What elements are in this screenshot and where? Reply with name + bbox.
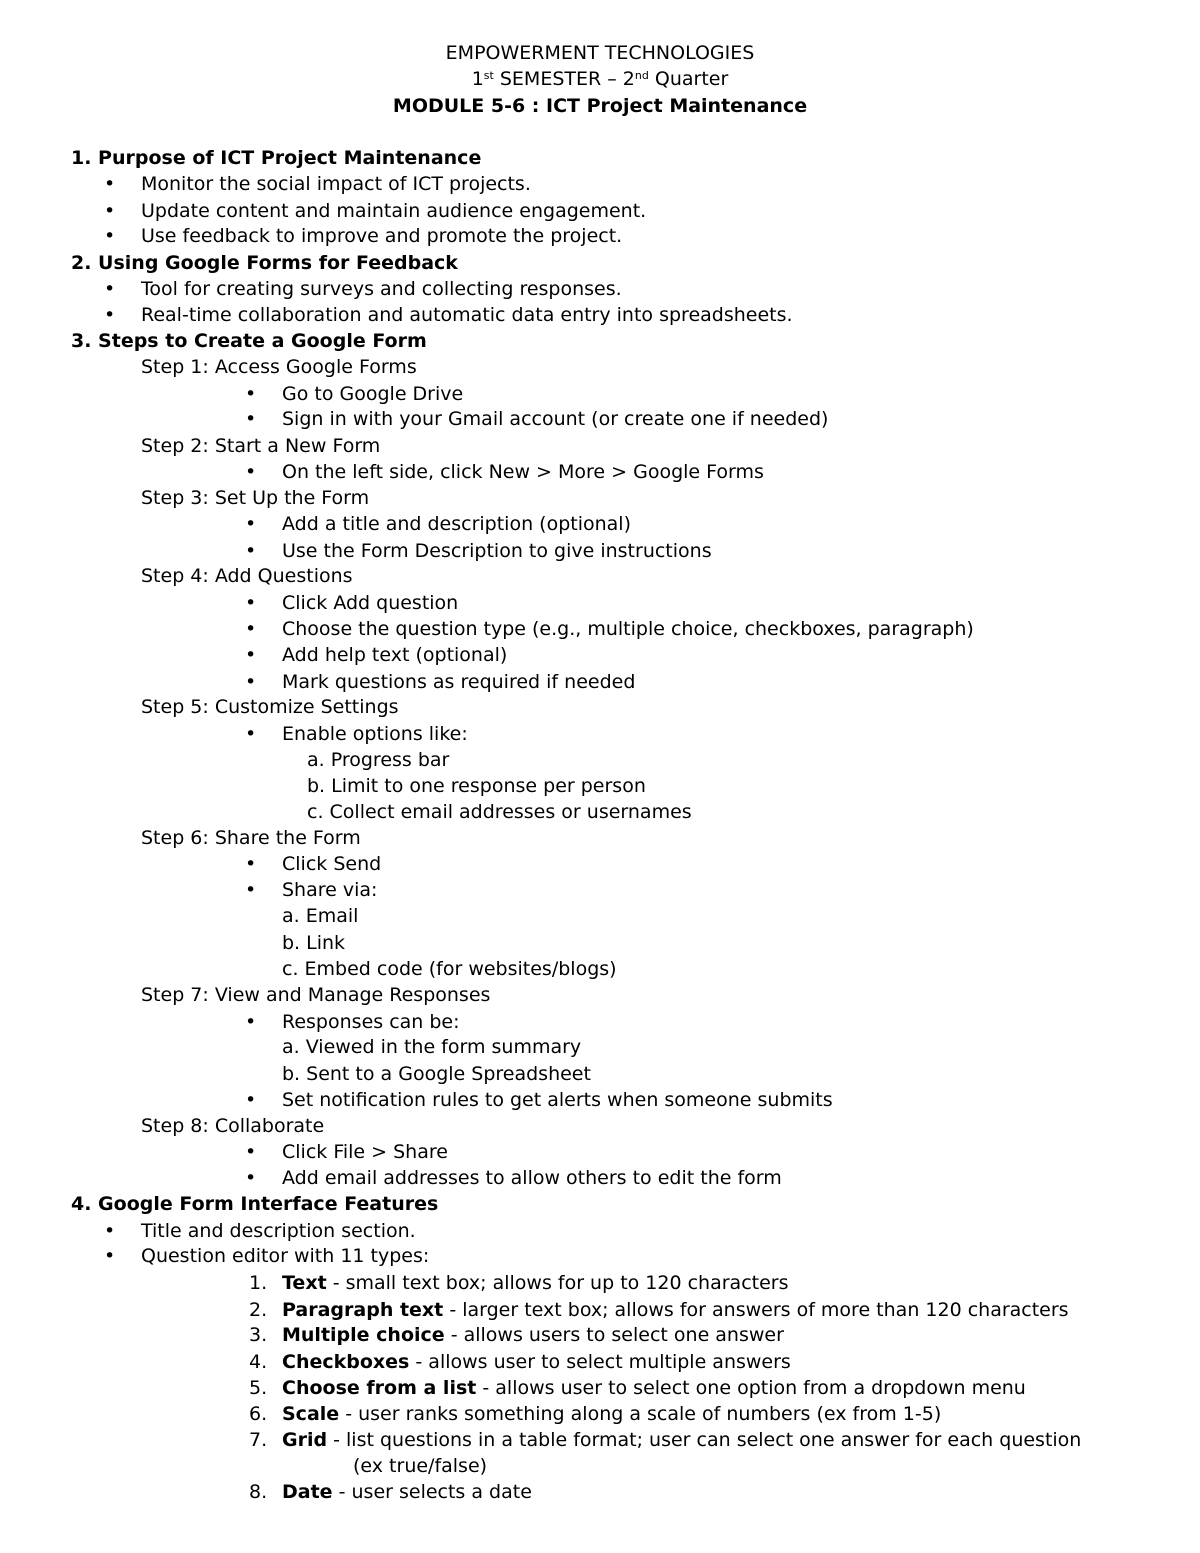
bullet-icon: • bbox=[245, 383, 257, 405]
bullet-icon: • bbox=[245, 644, 257, 666]
type-number: 2. bbox=[249, 1299, 268, 1321]
list-item: Tool for creating surveys and collecting responses. bbox=[141, 278, 622, 300]
list-item: Monitor the social impact of ICT projects. bbox=[141, 173, 531, 195]
step-title: Step 1: Access Google Forms bbox=[141, 356, 417, 378]
question-type-item: Text - small text box; allows for up to 120 characters bbox=[282, 1272, 789, 1294]
sub-item: c. Collect email addresses or usernames bbox=[307, 801, 692, 823]
step-title: Step 2: Start a New Form bbox=[141, 435, 381, 457]
question-type-item: Date - user selects a date bbox=[282, 1481, 532, 1503]
list-item: Responses can be: bbox=[282, 1011, 460, 1033]
list-item: Real-time collaboration and automatic data entry into spreadsheets. bbox=[141, 304, 793, 326]
bullet-icon: • bbox=[245, 1141, 257, 1163]
section-heading: 3. Steps to Create a Google Form bbox=[71, 330, 427, 352]
bullet-icon: • bbox=[245, 1167, 257, 1189]
bullet-icon: • bbox=[104, 225, 116, 247]
list-item: Click File > Share bbox=[282, 1141, 448, 1163]
list-item: Mark questions as required if needed bbox=[282, 671, 636, 693]
type-number: 7. bbox=[249, 1429, 268, 1451]
list-item: Share via: bbox=[282, 879, 378, 901]
sub-item: a. Progress bar bbox=[307, 749, 450, 771]
bullet-icon: • bbox=[245, 1011, 257, 1033]
type-number: 5. bbox=[249, 1377, 268, 1399]
list-item: Update content and maintain audience engagement. bbox=[141, 200, 647, 222]
type-number: 1. bbox=[249, 1272, 268, 1294]
document-title: EMPOWERMENT TECHNOLOGIES bbox=[445, 42, 755, 64]
bullet-icon: • bbox=[104, 278, 116, 300]
step-title: Step 6: Share the Form bbox=[141, 827, 361, 849]
step-title: Step 4: Add Questions bbox=[141, 565, 353, 587]
question-type-item: Multiple choice - allows users to select one answer bbox=[282, 1324, 784, 1346]
bullet-icon: • bbox=[104, 173, 116, 195]
list-item: Use the Form Description to give instructions bbox=[282, 540, 712, 562]
bullet-icon: • bbox=[245, 671, 257, 693]
bullet-icon: • bbox=[104, 1245, 116, 1267]
sub-item: a. Email bbox=[282, 905, 359, 927]
list-item: On the left side, click New > More > Google Forms bbox=[282, 461, 764, 483]
list-item: Use feedback to improve and promote the project. bbox=[141, 225, 623, 247]
step-title: Step 7: View and Manage Responses bbox=[141, 984, 491, 1006]
bullet-icon: • bbox=[245, 592, 257, 614]
section-heading: 2. Using Google Forms for Feedback bbox=[71, 252, 458, 274]
list-item: Click Add question bbox=[282, 592, 459, 614]
question-type-continuation: (ex true/false) bbox=[353, 1455, 488, 1477]
type-number: 8. bbox=[249, 1481, 268, 1503]
list-item: Sign in with your Gmail account (or create one if needed) bbox=[282, 408, 829, 430]
list-item: Title and description section. bbox=[141, 1220, 416, 1242]
list-item: Add email addresses to allow others to edit the form bbox=[282, 1167, 782, 1189]
bullet-icon: • bbox=[104, 1220, 116, 1242]
type-number: 3. bbox=[249, 1324, 268, 1346]
list-item: Question editor with 11 types: bbox=[141, 1245, 430, 1267]
bullet-icon: • bbox=[245, 513, 257, 535]
step-title: Step 8: Collaborate bbox=[141, 1115, 325, 1137]
type-number: 4. bbox=[249, 1351, 268, 1373]
semester-line: 1st SEMESTER – 2nd Quarter bbox=[471, 68, 729, 90]
sub-item: c. Embed code (for websites/blogs) bbox=[282, 958, 617, 980]
bullet-icon: • bbox=[245, 879, 257, 901]
sub-item: b. Link bbox=[282, 932, 346, 954]
list-item: Add a title and description (optional) bbox=[282, 513, 631, 535]
list-item: Click Send bbox=[282, 853, 382, 875]
question-type-item: Choose from a list - allows user to select one option from a dropdown menu bbox=[282, 1377, 1026, 1399]
list-item: Choose the question type (e.g., multiple choice, checkboxes, paragraph) bbox=[282, 618, 974, 640]
bullet-icon: • bbox=[245, 853, 257, 875]
sub-item: b. Limit to one response per person bbox=[307, 775, 646, 797]
step-title: Step 5: Customize Settings bbox=[141, 696, 399, 718]
bullet-icon: • bbox=[245, 408, 257, 430]
bullet-icon: • bbox=[245, 1089, 257, 1111]
question-type-item: Paragraph text - larger text box; allows for answers of more than 120 characters bbox=[282, 1299, 1069, 1321]
list-item: Go to Google Drive bbox=[282, 383, 464, 405]
step-title: Step 3: Set Up the Form bbox=[141, 487, 370, 509]
bullet-icon: • bbox=[245, 723, 257, 745]
bullet-icon: • bbox=[245, 618, 257, 640]
sub-item: a. Viewed in the form summary bbox=[282, 1036, 582, 1058]
list-item: Add help text (optional) bbox=[282, 644, 508, 666]
bullet-icon: • bbox=[104, 304, 116, 326]
bullet-icon: • bbox=[245, 540, 257, 562]
sub-item: b. Sent to a Google Spreadsheet bbox=[282, 1063, 591, 1085]
list-item: Set notification rules to get alerts when someone submits bbox=[282, 1089, 833, 1111]
section-heading: 1. Purpose of ICT Project Maintenance bbox=[71, 147, 482, 169]
question-type-item: Grid - list questions in a table format; user can select one answer for each question bbox=[282, 1429, 1082, 1451]
bullet-icon: • bbox=[104, 200, 116, 222]
module-title: MODULE 5-6 : ICT Project Maintenance bbox=[392, 95, 808, 117]
list-item: Enable options like: bbox=[282, 723, 468, 745]
section-heading: 4. Google Form Interface Features bbox=[71, 1193, 439, 1215]
question-type-item: Checkboxes - allows user to select multiple answers bbox=[282, 1351, 791, 1373]
bullet-icon: • bbox=[245, 461, 257, 483]
type-number: 6. bbox=[249, 1403, 268, 1425]
question-type-item: Scale - user ranks something along a scale of numbers (ex from 1-5) bbox=[282, 1403, 942, 1425]
